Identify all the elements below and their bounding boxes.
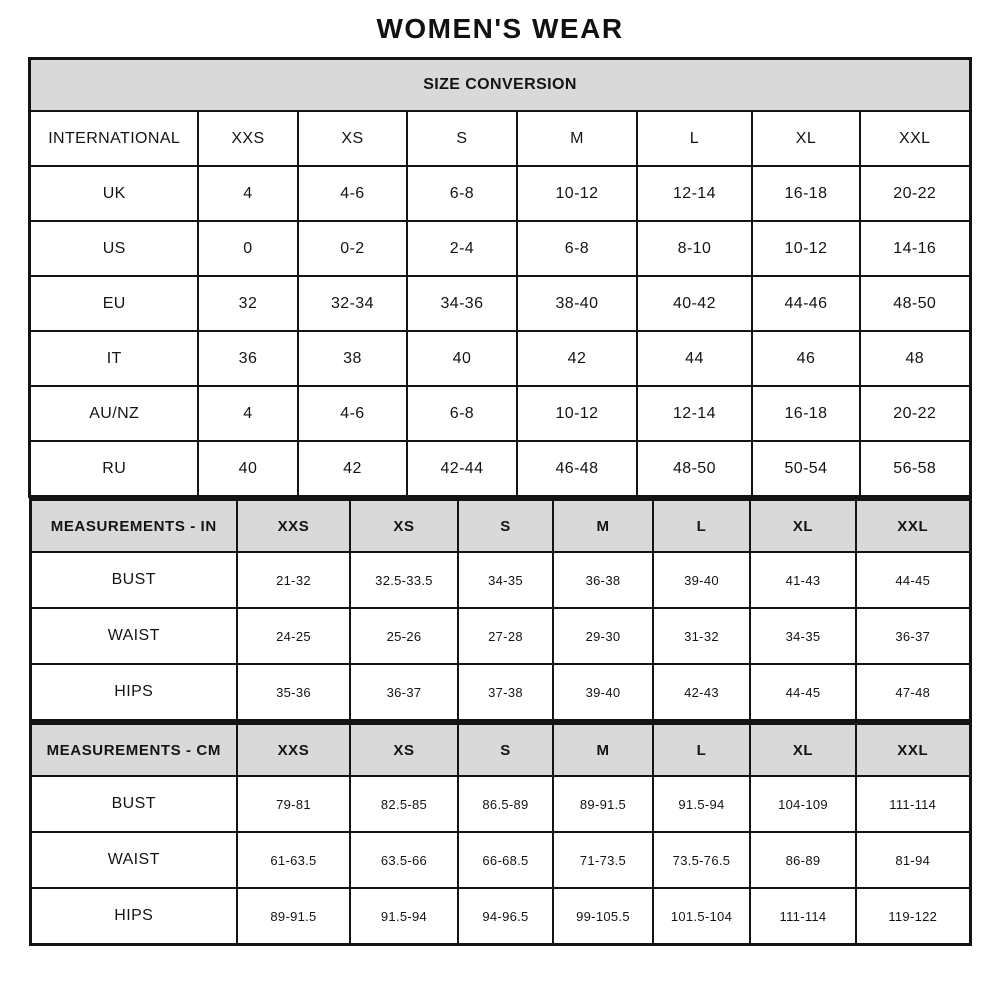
value-cell: 34-35 xyxy=(750,608,856,664)
column-header: XXS xyxy=(237,724,350,777)
value-cell: 82.5-85 xyxy=(350,776,458,832)
value-cell: 16-18 xyxy=(752,166,860,221)
column-header: XS xyxy=(350,500,458,553)
value-cell: 50-54 xyxy=(752,441,860,497)
value-cell: 32-34 xyxy=(298,276,407,331)
value-cell: 41-43 xyxy=(750,552,856,608)
column-header: M xyxy=(553,500,653,553)
value-cell: 12-14 xyxy=(637,166,752,221)
value-cell: 44-45 xyxy=(750,664,856,721)
value-cell: 99-105.5 xyxy=(553,888,653,945)
table-row xyxy=(30,441,970,497)
value-cell: 12-14 xyxy=(637,386,752,441)
column-header-row xyxy=(30,724,970,777)
value-cell: 111-114 xyxy=(856,776,970,832)
column-header: S xyxy=(458,500,553,553)
value-cell: 10-12 xyxy=(517,386,637,441)
value-cell: 34-36 xyxy=(407,276,517,331)
value-cell: 39-40 xyxy=(553,664,653,721)
column-header: XXS xyxy=(237,500,350,553)
value-cell: 44 xyxy=(637,331,752,386)
value-cell: 101.5-104 xyxy=(653,888,750,945)
column-header: XS xyxy=(350,724,458,777)
value-cell: 21-32 xyxy=(237,552,350,608)
value-cell: 89-91.5 xyxy=(237,888,350,945)
value-cell: 14-16 xyxy=(860,221,970,276)
column-header: XL xyxy=(750,500,856,553)
value-cell: 2-4 xyxy=(407,221,517,276)
value-cell: 48-50 xyxy=(860,276,970,331)
value-cell: 36-37 xyxy=(856,608,970,664)
value-cell: 91.5-94 xyxy=(653,776,750,832)
value-cell: 8-10 xyxy=(637,221,752,276)
column-header: XXL xyxy=(856,724,970,777)
value-cell: 6-8 xyxy=(407,166,517,221)
page-title: WOMEN'S WEAR xyxy=(376,13,624,44)
column-header: XL xyxy=(750,724,856,777)
value-cell: 6-8 xyxy=(407,386,517,441)
value-cell: 4-6 xyxy=(298,166,407,221)
column-header: M xyxy=(517,111,637,166)
table-row xyxy=(30,552,970,608)
value-cell: 29-30 xyxy=(553,608,653,664)
value-cell: 63.5-66 xyxy=(350,832,458,888)
value-cell: 37-38 xyxy=(458,664,553,721)
value-cell: 48 xyxy=(860,331,970,386)
value-cell: 38-40 xyxy=(517,276,637,331)
column-header-row xyxy=(30,500,970,553)
value-cell: 40 xyxy=(198,441,298,497)
value-cell: 44-46 xyxy=(752,276,860,331)
value-cell: 91.5-94 xyxy=(350,888,458,945)
value-cell: 119-122 xyxy=(856,888,970,945)
column-header: S xyxy=(458,724,553,777)
value-cell: 56-58 xyxy=(860,441,970,497)
column-header: XXL xyxy=(860,111,970,166)
value-cell: 0-2 xyxy=(298,221,407,276)
value-cell: 25-26 xyxy=(350,608,458,664)
column-header: XXS xyxy=(198,111,298,166)
table-row xyxy=(30,888,970,945)
value-cell: 38 xyxy=(298,331,407,386)
column-header: XS xyxy=(298,111,407,166)
value-cell: 36-38 xyxy=(553,552,653,608)
value-cell: 79-81 xyxy=(237,776,350,832)
table-row xyxy=(30,331,970,386)
value-cell: 34-35 xyxy=(458,552,553,608)
row-label: US xyxy=(30,221,198,276)
value-cell: 36 xyxy=(198,331,298,386)
value-cell: 20-22 xyxy=(860,386,970,441)
row-label: EU xyxy=(30,276,198,331)
value-cell: 32 xyxy=(198,276,298,331)
table-title-row xyxy=(30,59,970,112)
value-cell: 81-94 xyxy=(856,832,970,888)
value-cell: 104-109 xyxy=(750,776,856,832)
table-row xyxy=(30,166,970,221)
row-label: HIPS xyxy=(30,664,237,721)
value-cell: 39-40 xyxy=(653,552,750,608)
row-label: BUST xyxy=(30,552,237,608)
table-row xyxy=(30,832,970,888)
value-cell: 111-114 xyxy=(750,888,856,945)
value-cell: 6-8 xyxy=(517,221,637,276)
value-cell: 73.5-76.5 xyxy=(653,832,750,888)
column-header: MEASUREMENTS - CM xyxy=(30,724,237,777)
value-cell: 40-42 xyxy=(637,276,752,331)
value-cell: 40 xyxy=(407,331,517,386)
row-label: HIPS xyxy=(30,888,237,945)
row-label: BUST xyxy=(30,776,237,832)
column-header: S xyxy=(407,111,517,166)
value-cell: 27-28 xyxy=(458,608,553,664)
value-cell: 42 xyxy=(298,441,407,497)
value-cell: 42-44 xyxy=(407,441,517,497)
column-header-row xyxy=(30,111,970,166)
value-cell: 20-22 xyxy=(860,166,970,221)
value-cell: 66-68.5 xyxy=(458,832,553,888)
value-cell: 48-50 xyxy=(637,441,752,497)
row-label: WAIST xyxy=(30,608,237,664)
measurements-in-table xyxy=(29,498,972,722)
value-cell: 94-96.5 xyxy=(458,888,553,945)
value-cell: 44-45 xyxy=(856,552,970,608)
value-cell: 46-48 xyxy=(517,441,637,497)
value-cell: 24-25 xyxy=(237,608,350,664)
row-label: WAIST xyxy=(30,832,237,888)
table-row xyxy=(30,608,970,664)
value-cell: 10-12 xyxy=(752,221,860,276)
value-cell: 61-63.5 xyxy=(237,832,350,888)
value-cell: 86-89 xyxy=(750,832,856,888)
column-header: L xyxy=(653,724,750,777)
value-cell: 32.5-33.5 xyxy=(350,552,458,608)
table-row xyxy=(30,221,970,276)
value-cell: 86.5-89 xyxy=(458,776,553,832)
column-header: MEASUREMENTS - IN xyxy=(30,500,237,553)
size-conversion-table xyxy=(28,57,971,498)
value-cell: 42 xyxy=(517,331,637,386)
value-cell: 35-36 xyxy=(237,664,350,721)
row-label: IT xyxy=(30,331,198,386)
measurements-cm-table xyxy=(29,722,972,946)
row-label: AU/NZ xyxy=(30,386,198,441)
column-header: M xyxy=(553,724,653,777)
column-header: INTERNATIONAL xyxy=(30,111,198,166)
column-header: XXL xyxy=(856,500,970,553)
value-cell: 10-12 xyxy=(517,166,637,221)
value-cell: 89-91.5 xyxy=(553,776,653,832)
value-cell: 31-32 xyxy=(653,608,750,664)
value-cell: 4 xyxy=(198,166,298,221)
size-conversion-title: SIZE CONVERSION xyxy=(30,59,970,112)
value-cell: 0 xyxy=(198,221,298,276)
column-header: XL xyxy=(752,111,860,166)
value-cell: 36-37 xyxy=(350,664,458,721)
column-header: L xyxy=(637,111,752,166)
table-row xyxy=(30,664,970,721)
value-cell: 42-43 xyxy=(653,664,750,721)
table-row xyxy=(30,276,970,331)
value-cell: 47-48 xyxy=(856,664,970,721)
value-cell: 16-18 xyxy=(752,386,860,441)
column-header: L xyxy=(653,500,750,553)
value-cell: 46 xyxy=(752,331,860,386)
table-row xyxy=(30,776,970,832)
table-row xyxy=(30,386,970,441)
value-cell: 4 xyxy=(198,386,298,441)
row-label: UK xyxy=(30,166,198,221)
row-label: RU xyxy=(30,441,198,497)
value-cell: 71-73.5 xyxy=(553,832,653,888)
value-cell: 4-6 xyxy=(298,386,407,441)
